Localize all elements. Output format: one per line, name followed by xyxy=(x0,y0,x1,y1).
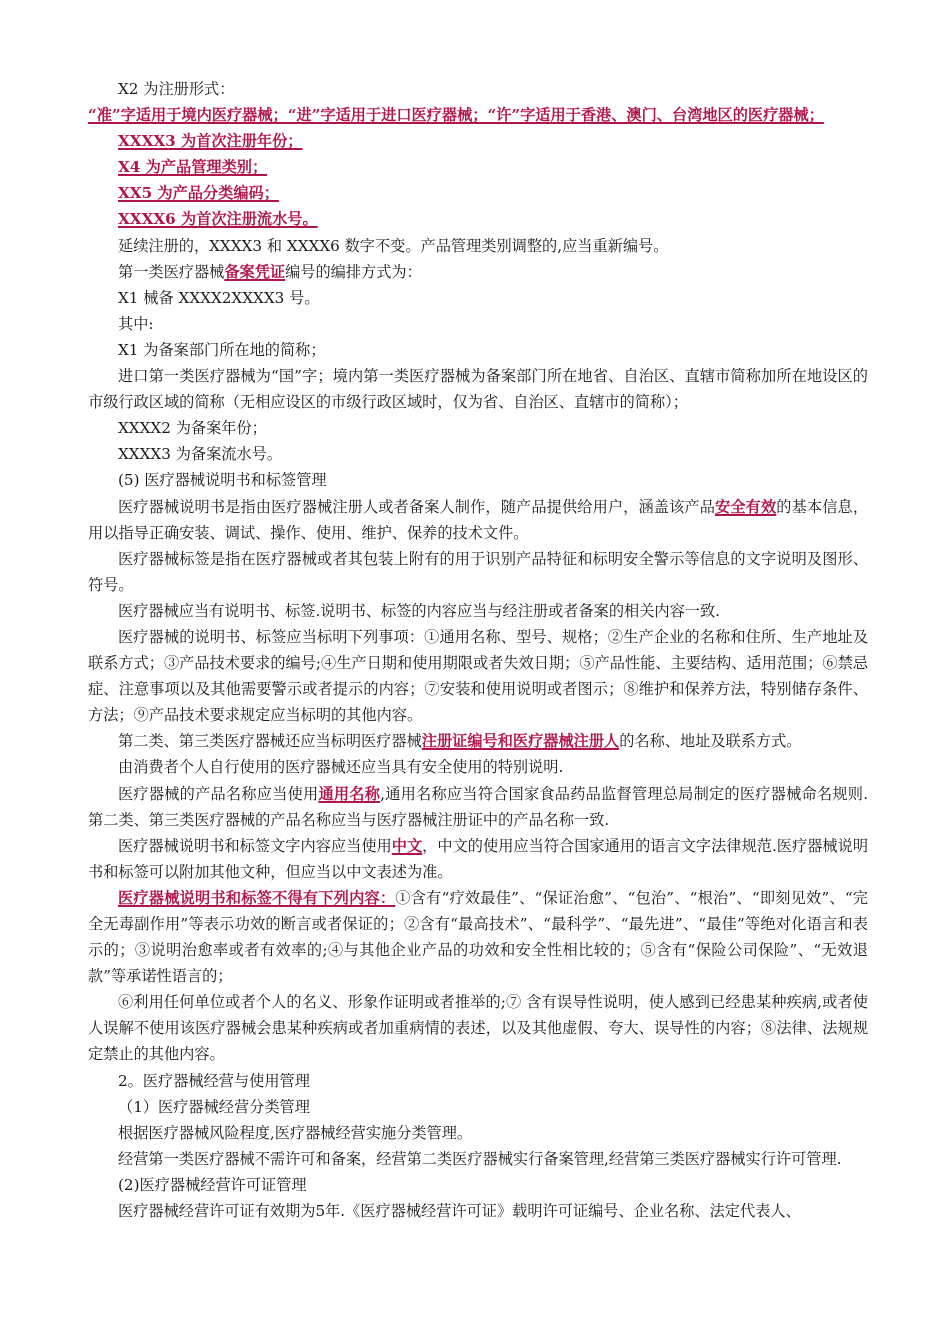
para-xxxx3b: XXXX3 为备案流水号。 xyxy=(118,445,283,464)
lang-post: ，中文的使用应当符合国家通用的语言文字法律规范.医疗器械说明书和标签可以附加其他文种，但应当以中文表述为准。 xyxy=(88,836,869,881)
highlight-xxxx3: XXXX3 为首次注册年份； xyxy=(118,132,303,151)
para-consistent: 医疗器械应当有说明书、标签.说明书、标签的内容应当与经注册或者备案的相关内容一致. xyxy=(118,601,720,620)
para-forbid2: ⑥利用任何单位或者个人的名义、形象作证明或者推举的;⑦ 含有误导性说明，使人感到已经患某种疾病,或者使人误解不使用该医疗器械会患某种疾病或者加重病情的表述，以及其他虚假、夸大、误导性的内容；⑧法律、法规规定禁止的其他内容。 xyxy=(88,993,868,1064)
section-5-heading: (5) 医疗器械说明书和标签管理 xyxy=(118,471,327,490)
para-language xyxy=(88,833,868,885)
highlight-forbid: 医疗器械说明书和标签不得有下列内容： xyxy=(118,888,396,907)
manual-post: 的基本信息，用以指导正确安装、调试、操作、使用、维护、保养的技术文件。 xyxy=(88,497,869,542)
para-xxxx6 xyxy=(88,206,868,232)
sub-1-heading: （1）医疗器械经营分类管理 xyxy=(118,1097,310,1116)
para-name xyxy=(88,781,868,833)
para-renew: 延续注册的，XXXX3 和 XXXX6 数字不变。产品管理类别调整的,应当重新编号。 xyxy=(118,236,669,255)
para-consumer: 由消费者个人自行使用的医疗器械还应当具有安全使用的特别说明. xyxy=(118,758,564,777)
class23-post: 的名称、地址及联系方式。 xyxy=(619,732,802,751)
beian-post: 编号的编排方式为： xyxy=(285,262,422,281)
para-items: 医疗器械的说明书、标签应当标明下列事项：①通用名称、型号、规格；②生产企业的名称和住所、生产地址及联系方式；③产品技术要求的编号;④生产日期和使用期限或者失效日期；⑤产品性能、主要结构、适用范围；⑥禁忌症、注意事项以及其他需要警示或者提示的内容；⑦安装和使用说明或者图示；⑧维护和保养方法，特别储存条件、方法；⑨产品技术要求规定应当标明的其他内容。 xyxy=(88,627,868,725)
para-operation: 经营第一类医疗器械不需许可和备案，经营第二类医疗器械实行备案管理,经营第三类医疗器械实行许可管理. xyxy=(118,1149,842,1168)
manual-pre: 医疗器械说明书是指由医疗器械注册人或者备案人制作，随产品提供给用户，涵盖该产品 xyxy=(118,497,716,516)
highlight-chinese: 中文 xyxy=(391,836,423,855)
highlight-xxxx6: XXXX6 为首次注册流水号。 xyxy=(118,210,318,229)
highlight-generic-name: 通用名称 xyxy=(318,784,381,803)
highlight-beian: 备案凭证 xyxy=(224,262,286,281)
para-zhun xyxy=(88,102,868,128)
para-x2: X2 为注册形式： xyxy=(118,80,235,98)
para-manual xyxy=(88,494,868,546)
para-forbid xyxy=(88,885,868,989)
para-label-def: 医疗器械标签是指在医疗器械或者其包装上附有的用于识别产品特征和标明安全警示等信息的文字说明及图形、符号。 xyxy=(88,549,868,594)
para-xx5 xyxy=(88,180,868,206)
para-beian xyxy=(88,259,868,285)
section-2-heading: 2。医疗器械经营与使用管理 xyxy=(118,1071,310,1090)
para-class23 xyxy=(88,728,868,754)
document-page xyxy=(88,76,868,1224)
sub-2-heading: (2)医疗器械经营许可证管理 xyxy=(118,1175,307,1194)
name-pre: 医疗器械的产品名称应当使用 xyxy=(118,784,319,803)
highlight-zhun: “准”字适用于境内医疗器械；“进”字适用于进口医疗器械；“许”字适用于香港、澳门、台湾地区的医疗器械； xyxy=(88,106,824,125)
para-x1format: X1 械备 XXXX2XXXX3 号。 xyxy=(118,288,320,307)
para-risk: 根据医疗器械风险程度,医疗器械经营实施分类管理。 xyxy=(118,1123,473,1142)
beian-pre: 第一类医疗器械 xyxy=(118,262,225,281)
para-x1: X1 为备案部门所在地的简称； xyxy=(118,340,326,359)
para-xxxx2: XXXX2 为备案年份； xyxy=(118,419,267,438)
para-import: 进口第一类医疗器械为“国”字；境内第一类医疗器械为备案部门所在地省、自治区、直辖市简称加所在地设区的市级行政区域的简称（无相应设区的市级行政区域时，仅为省、自治区、直辖市的简称）； xyxy=(88,367,868,412)
forbid-post: ①含有“疗效最佳”、“保证治愈”、“包治”、“根治”、“即刻见效”、“完全无毒副作用”等表示功效的断言或者保证的；②含有“最高技术”、“最科学”、“最先进”、“最佳”等绝对化语言和表示的；③说明治愈率或者有效率的;④与其他企业产品的功效和安全性相比较的；⑤含有“保险公司保险”、“无效退款”等承诺性语言的； xyxy=(88,888,868,986)
class23-pre: 第二类、第三类医疗器械还应当标明医疗器械 xyxy=(118,732,422,751)
para-license: 医疗器械经营许可证有效期为5年.《医疗器械经营许可证》载明许可证编号、企业名称、法定代表人、 xyxy=(118,1202,801,1221)
para-xxxx3 xyxy=(88,128,868,154)
name-post: ,通用名称应当符合国家食品药品监督管理总局制定的医疗器械命名规则.第二类、第三类医疗器械的产品名称应当与医疗器械注册证中的产品名称一致. xyxy=(88,784,869,829)
highlight-safe: 安全有效 xyxy=(715,497,777,516)
para-qizhong: 其中: xyxy=(118,314,154,333)
highlight-x4: X4 为产品管理类别； xyxy=(118,158,268,177)
highlight-reg-cert: 注册证编号和医疗器械注册人 xyxy=(421,732,620,751)
para-x4 xyxy=(88,154,868,180)
lang-pre: 医疗器械说明书和标签文字内容应当使用 xyxy=(118,836,392,855)
highlight-xx5: XX5 为产品分类编码； xyxy=(118,184,279,203)
